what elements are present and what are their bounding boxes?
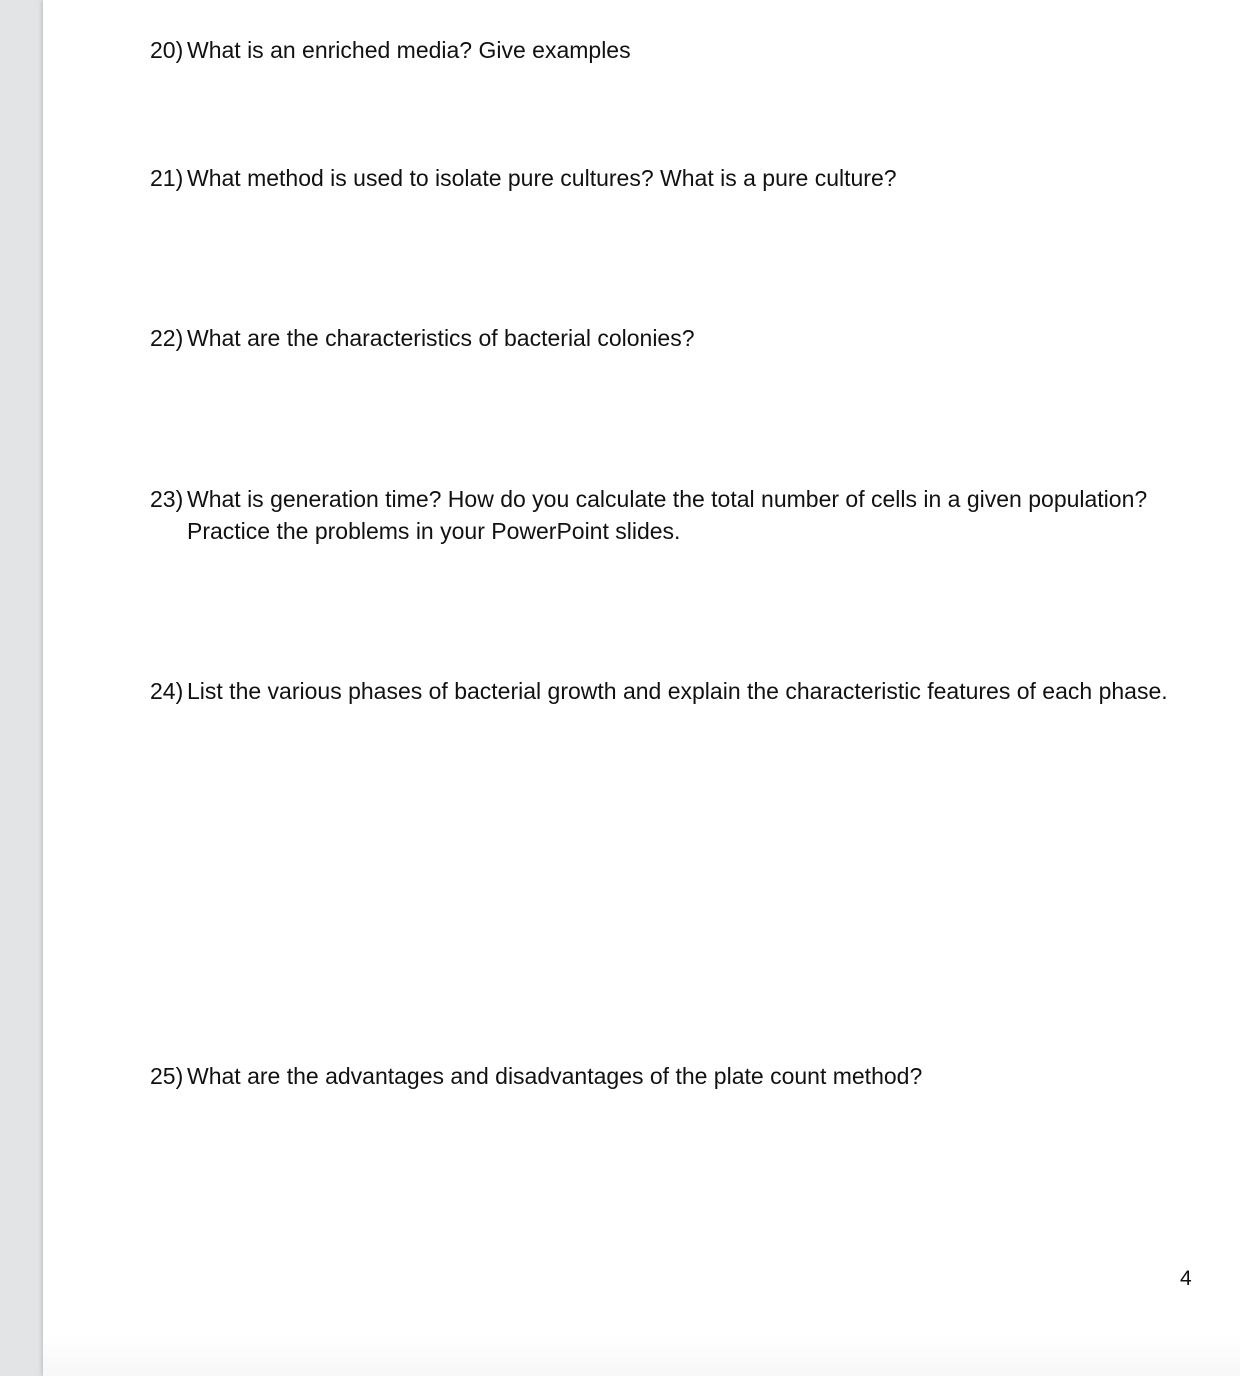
question-text: What is generation time? How do you calculate the total number of cells in a given population? Practice the problems in your PowerPoint slides. bbox=[187, 486, 1148, 544]
question-number: 21) bbox=[150, 165, 184, 191]
question-22 bbox=[150, 322, 1197, 354]
question-24 bbox=[150, 675, 1197, 707]
question-text: List the various phases of bacterial growth and explain the characteristic features of each phase. bbox=[187, 678, 1168, 704]
question-number: 24) bbox=[150, 678, 184, 704]
question-number: 22) bbox=[150, 325, 184, 351]
question-text: What are the advantages and disadvantages of the plate count method? bbox=[187, 1063, 923, 1089]
question-number: 20) bbox=[150, 37, 184, 63]
question-text: What is an enriched media? Give examples bbox=[187, 37, 631, 63]
question-21 bbox=[150, 162, 1197, 194]
question-23 bbox=[150, 483, 1197, 547]
question-25 bbox=[150, 1060, 1197, 1092]
document-page bbox=[43, 0, 1240, 1376]
question-20 bbox=[150, 34, 1197, 66]
page-number: 4 bbox=[1180, 1267, 1192, 1290]
question-text: What are the characteristics of bacterial colonies? bbox=[187, 325, 695, 351]
question-number: 25) bbox=[150, 1063, 184, 1089]
page-edge-shadow bbox=[43, 1336, 1240, 1376]
question-number: 23) bbox=[150, 486, 184, 512]
question-text: What method is used to isolate pure cultures? What is a pure culture? bbox=[187, 165, 897, 191]
